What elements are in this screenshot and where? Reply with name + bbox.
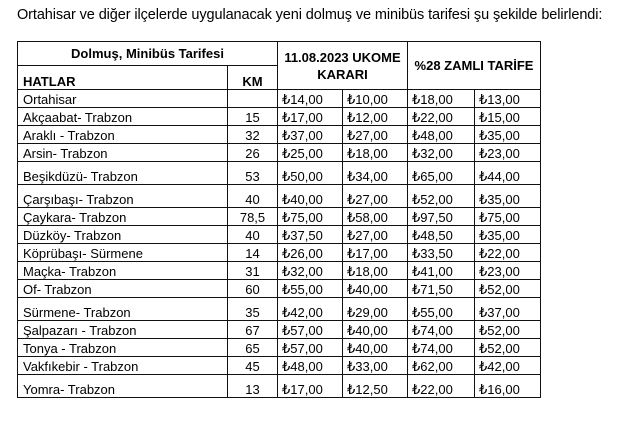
table-row [18,339,541,357]
table-row [18,185,541,208]
table-row [18,375,541,398]
km-cell: 45 [228,357,278,375]
km-cell: 40 [228,185,278,208]
zam-price-2: ₺15,00 [475,108,541,126]
table-row [18,262,541,280]
table-row [18,208,541,226]
zam-price-1: ₺48,50 [408,226,475,244]
table-row [18,298,541,321]
km-cell: 65 [228,339,278,357]
ukome-price-1: ₺17,00 [278,108,343,126]
km-cell: 67 [228,321,278,339]
ukome-price-2: ₺29,00 [343,298,408,321]
zam-price-1: ₺18,00 [408,90,475,108]
ukome-price-2: ₺34,00 [343,162,408,185]
km-cell: 32 [228,126,278,144]
route-cell: Ortahisar [18,90,228,108]
ukome-price-2: ₺58,00 [343,208,408,226]
ukome-price-2: ₺27,00 [343,126,408,144]
km-cell: 13 [228,375,278,398]
ukome-price-2: ₺27,00 [343,226,408,244]
zam-price-2: ₺16,00 [475,375,541,398]
table-row [18,162,541,185]
zam-price-1: ₺65,00 [408,162,475,185]
tariff-table [17,41,541,398]
route-cell: Çarşıbaşı- Trabzon [18,185,228,208]
zam-price-2: ₺44,00 [475,162,541,185]
km-cell: 26 [228,144,278,162]
zam-price-1: ₺74,00 [408,339,475,357]
route-cell: Of- Trabzon [18,280,228,298]
zam-price-2: ₺13,00 [475,90,541,108]
route-cell: Tonya - Trabzon [18,339,228,357]
route-cell: Beşikdüzü- Trabzon [18,162,228,185]
ukome-price-1: ₺57,00 [278,339,343,357]
ukome-price-2: ₺18,00 [343,262,408,280]
hatlar-header: HATLAR [18,66,228,90]
km-cell: 78,5 [228,208,278,226]
zam-price-1: ₺22,00 [408,108,475,126]
zam-price-1: ₺74,00 [408,321,475,339]
ukome-price-1: ₺25,00 [278,144,343,162]
table-row [18,144,541,162]
table-row [18,108,541,126]
ukome-price-1: ₺37,50 [278,226,343,244]
route-cell: Yomra- Trabzon [18,375,228,398]
table-row [18,280,541,298]
ukome-price-1: ₺32,00 [278,262,343,280]
zam-price-1: ₺41,00 [408,262,475,280]
ukome-price-2: ₺17,00 [343,244,408,262]
route-cell: Maçka- Trabzon [18,262,228,280]
zam-price-1: ₺32,00 [408,144,475,162]
zam-price-2: ₺23,00 [475,144,541,162]
route-cell: Arsin- Trabzon [18,144,228,162]
route-cell: Düzköy- Trabzon [18,226,228,244]
zam-price-1: ₺22,00 [408,375,475,398]
ukome-price-1: ₺26,00 [278,244,343,262]
header-row-1 [18,42,541,66]
km-cell: 53 [228,162,278,185]
km-header: KM [228,66,278,90]
route-cell: Sürmene- Trabzon [18,298,228,321]
zam-price-2: ₺42,00 [475,357,541,375]
table-row [18,90,541,108]
ukome-price-2: ₺33,00 [343,357,408,375]
zam-price-2: ₺22,00 [475,244,541,262]
route-cell: Vakfıkebir - Trabzon [18,357,228,375]
ukome-price-1: ₺14,00 [278,90,343,108]
zam-price-1: ₺52,00 [408,185,475,208]
ukome-price-2: ₺12,50 [343,375,408,398]
zam-price-2: ₺52,00 [475,280,541,298]
km-cell: 40 [228,226,278,244]
km-cell: 14 [228,244,278,262]
ukome-price-2: ₺12,00 [343,108,408,126]
zam-price-1: ₺71,50 [408,280,475,298]
ukome-price-2: ₺40,00 [343,339,408,357]
zam-price-1: ₺48,00 [408,126,475,144]
zam-price-2: ₺35,00 [475,185,541,208]
zam-price-2: ₺52,00 [475,339,541,357]
ukome-header: 11.08.2023 UKOME KARARI [278,42,408,90]
ukome-price-1: ₺55,00 [278,280,343,298]
ukome-price-1: ₺17,00 [278,375,343,398]
ukome-price-2: ₺40,00 [343,280,408,298]
route-cell: Köprübaşı- Sürmene [18,244,228,262]
zam-header: %28 ZAMLI TARİFE [408,42,541,90]
zam-price-1: ₺62,00 [408,357,475,375]
ukome-price-2: ₺27,00 [343,185,408,208]
table-row [18,126,541,144]
ukome-price-2: ₺40,00 [343,321,408,339]
ukome-price-2: ₺18,00 [343,144,408,162]
zam-price-1: ₺33,50 [408,244,475,262]
km-cell: 35 [228,298,278,321]
km-cell: 15 [228,108,278,126]
ukome-price-1: ₺75,00 [278,208,343,226]
ukome-price-1: ₺48,00 [278,357,343,375]
zam-price-2: ₺75,00 [475,208,541,226]
intro-text: Ortahisar ve diğer ilçelerde uygulanacak yeni dolmuş ve minibüs tarifesi şu şekilde belirlendi: [17,7,603,23]
group-header: Dolmuş, Minibüs Tarifesi [18,42,278,66]
ukome-price-1: ₺40,00 [278,185,343,208]
zam-price-2: ₺52,00 [475,321,541,339]
route-cell: Akçaabat- Trabzon [18,108,228,126]
zam-price-1: ₺55,00 [408,298,475,321]
zam-price-2: ₺23,00 [475,262,541,280]
ukome-price-1: ₺42,00 [278,298,343,321]
table-row [18,226,541,244]
km-cell: 60 [228,280,278,298]
km-cell: 31 [228,262,278,280]
zam-price-2: ₺35,00 [475,126,541,144]
ukome-price-1: ₺57,00 [278,321,343,339]
ukome-price-2: ₺10,00 [343,90,408,108]
table-row [18,357,541,375]
route-cell: Çaykara- Trabzon [18,208,228,226]
table-row [18,244,541,262]
ukome-price-1: ₺37,00 [278,126,343,144]
route-cell: Şalpazarı - Trabzon [18,321,228,339]
zam-price-2: ₺37,00 [475,298,541,321]
km-cell [228,90,278,108]
table-row [18,321,541,339]
zam-price-1: ₺97,50 [408,208,475,226]
ukome-price-1: ₺50,00 [278,162,343,185]
route-cell: Araklı - Trabzon [18,126,228,144]
zam-price-2: ₺35,00 [475,226,541,244]
